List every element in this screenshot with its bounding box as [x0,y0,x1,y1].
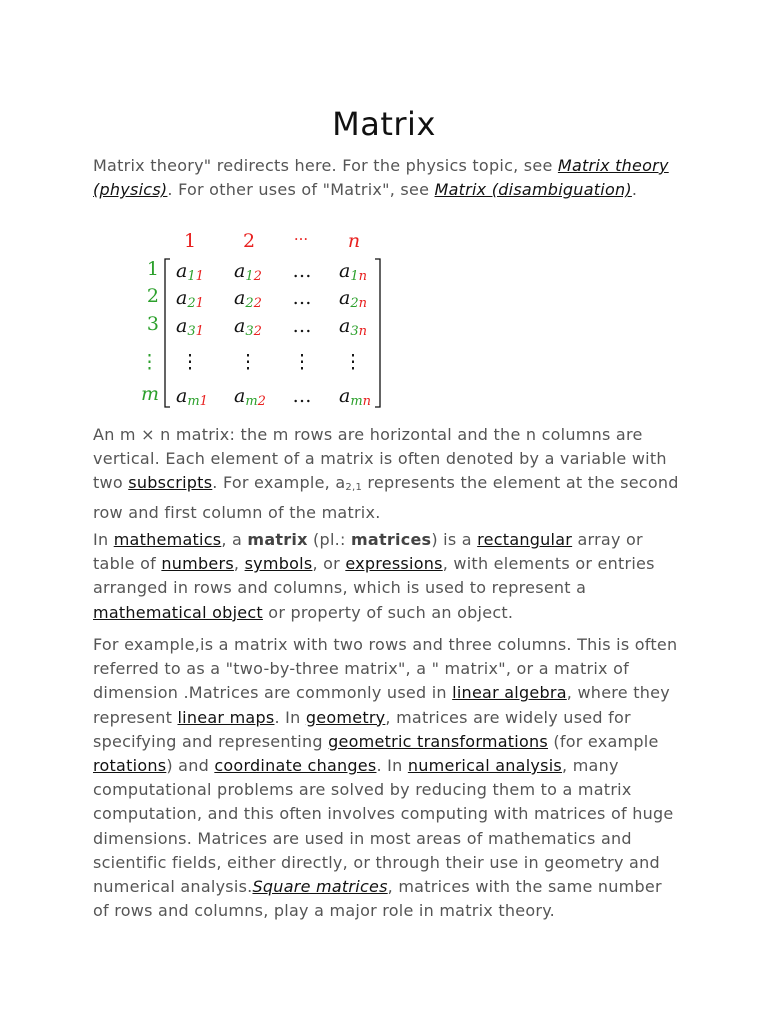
column-header: ··· [293,230,309,248]
link-rotations[interactable]: rotations [93,756,167,776]
row-header: 2 [146,285,159,307]
row-header: 3 [146,313,159,335]
matrix-entry: a21 [176,287,204,311]
matrix-entry: ⋮ [292,351,312,373]
matrix-entry: ⋮ [343,351,363,373]
matrix-entry: a12 [234,260,262,284]
matrix-entry: amn [339,385,372,409]
link-geometry[interactable]: geometry [305,707,386,727]
column-headers [184,230,360,252]
matrix-entry: am2 [234,385,266,409]
link-mathematics[interactable]: mathematics [113,530,222,549]
link-expressions[interactable]: expressions [345,554,443,574]
link-linear-maps[interactable]: linear maps [177,707,275,727]
column-header: 2 [242,230,256,252]
link-geometric-transformations[interactable]: geometric transformations [328,731,549,751]
link-subscripts[interactable]: subscripts [128,473,213,493]
row-headers [140,258,159,405]
matrix-entry: a2n [339,287,367,311]
matrix-entry: … [292,260,312,282]
link-numbers[interactable]: numbers [161,554,234,574]
matrix-entries [176,260,371,409]
link-linear-algebra[interactable]: linear algebra [452,683,567,703]
row-header: m [140,383,159,405]
figure-caption: An m × n matrix: the m rows are horizontal and the n columns are vertical. Each element of a matrix is often denoted by a variable with two subscripts. For example, $a_{2,1}$ represents the element at the second row and first column of the matrix. [93,425,679,522]
row-header: 1 [146,258,159,280]
matrix-entry: a1n [339,260,367,284]
link-numerical-analysis[interactable]: numerical analysis [407,756,563,776]
row-header: ⋮ [140,351,159,373]
page-title: Matrix [332,105,436,143]
link-matrix-theory-physics[interactable]: Matrix theory (physics) [93,156,669,200]
intro-paragraph: In mathematics, a matrix (pl.: matrices) is a rectangular array or table of numbers, symbols, or expressions, with elements or entries arranged in rows and columns, which is used to represent a mathematical object or property of such an object. [93,530,655,622]
matrix-entry: … [292,287,312,309]
link-square-matrices[interactable]: Square matrices [252,877,388,897]
link-mathematical-object[interactable]: mathematical object [93,602,263,622]
body-paragraph: For example,is a matrix with two rows and three columns. This is often referred to as a "two-by-three matrix", a " matrix", or a matrix of dimension .Matrices are commonly used in linear algebra, where they represent linear maps. In geometry, matrices are widely used for specifying and representing geometric transformations (for example rotations) and coordinate changes. In numerical analysis, many computational problems are solved by reducing them to a matrix computation, and this often involves computing with matrices of huge dimensions. Matrices are used in most areas of mathematics and scientific fields, either directly, or through their use in geometry and numerical analysis.Square matrices, matrices with the same number of rows and columns, play a major role in matrix theory. [93,635,678,921]
link-coordinate-changes[interactable]: coordinate changes [214,756,377,776]
matrix-entry: a32 [234,315,262,339]
matrix-entry: a11 [176,260,204,284]
matrix-entry: a3n [339,315,367,339]
left-bracket [165,259,170,407]
right-bracket [375,259,380,407]
matrix-entry: … [292,315,312,337]
link-rectangular[interactable]: rectangular [477,530,573,549]
matrix-entry: ⋮ [180,351,200,373]
matrix-entry: ⋮ [238,351,258,373]
matrix-entry: a31 [176,315,204,339]
matrix-entry: … [292,385,312,407]
link-matrix-disambiguation[interactable]: Matrix (disambiguation) [434,180,632,200]
column-header: 1 [183,230,197,252]
matrix-entry: am1 [176,385,208,409]
matrix-figure [128,222,388,414]
hatnote: Matrix theory" redirects here. For the physics topic, see Matrix theory (physics). For other uses of "Matrix", see Matrix (disambiguation). [93,156,669,200]
link-symbols[interactable]: symbols [244,554,313,574]
matrix-entry: a22 [234,287,262,311]
column-header: n [347,230,361,252]
